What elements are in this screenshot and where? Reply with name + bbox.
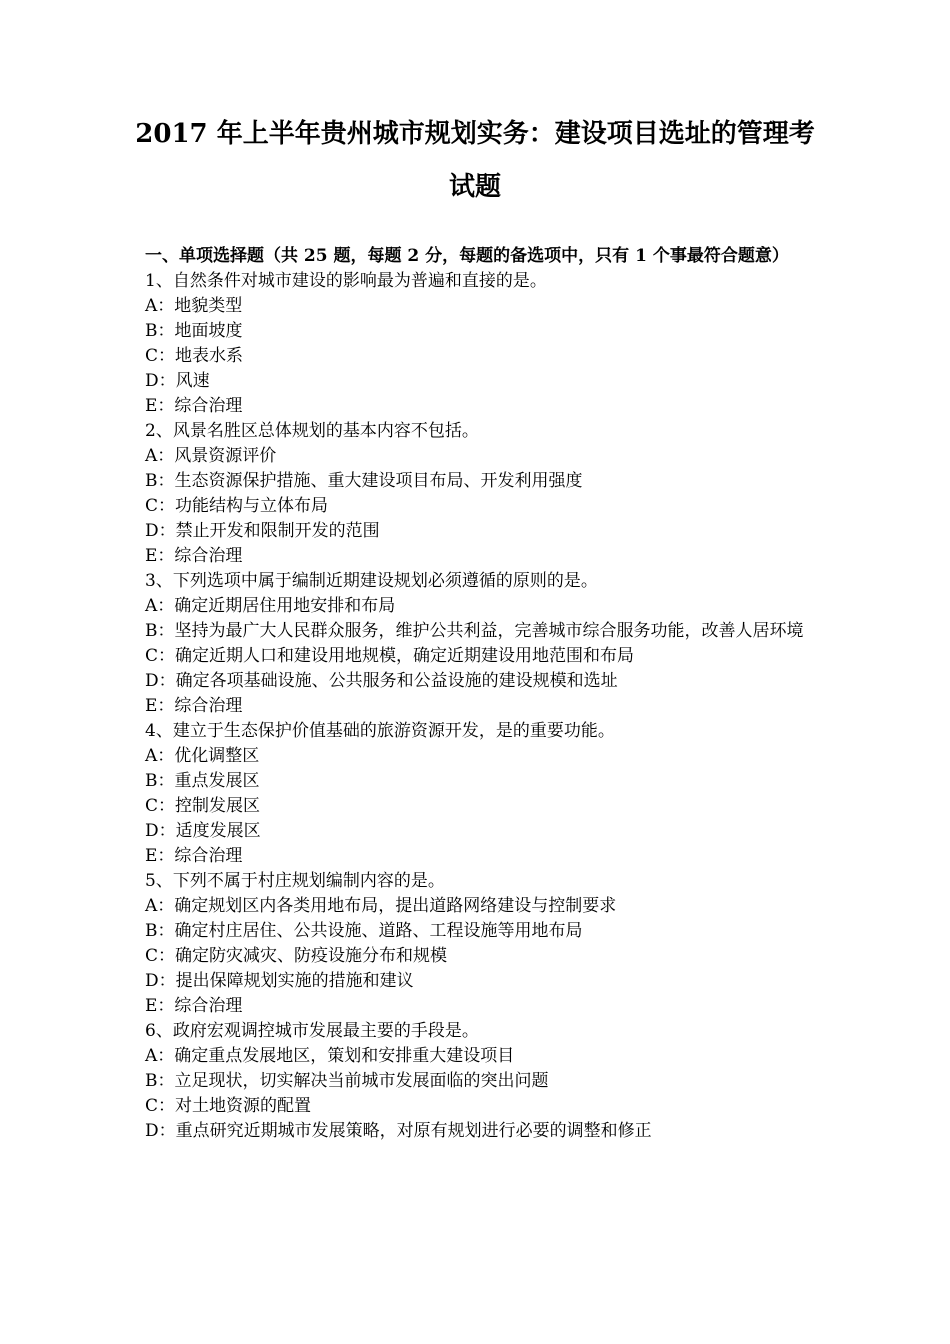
option-d: D：重点研究近期城市发展策略，对原有规划进行必要的调整和修正 [145, 1121, 652, 1141]
option-d: D：确定各项基础设施、公共服务和公益设施的建设规模和选址 [145, 671, 618, 691]
option-a: A：确定规划区内各类用地布局，提出道路网络建设与控制要求 [145, 896, 617, 916]
option-c: C：控制发展区 [145, 796, 261, 816]
question-4 [145, 719, 813, 869]
option-e: E：综合治理 [145, 696, 243, 716]
option-b: B：确定村庄居住、公共设施、道路、工程设施等用地布局 [145, 921, 583, 941]
option-b: B：立足现状，切实解决当前城市发展面临的突出问题 [145, 1071, 549, 1091]
question-text: 6、政府宏观调控城市发展最主要的手段是。 [145, 1021, 479, 1041]
option-b: B：坚持为最广大人民群众服务，维护公共利益，完善城市综合服务功能，改善人居环境 [145, 621, 804, 641]
document-body [145, 244, 813, 1144]
option-e: E：综合治理 [145, 996, 243, 1016]
option-a: A：风景资源评价 [145, 446, 277, 466]
option-c: C：对土地资源的配置 [145, 1096, 312, 1116]
option-d: D：风速 [145, 371, 210, 391]
question-text: 1、自然条件对城市建设的影响最为普遍和直接的是。 [145, 271, 547, 291]
option-b: B：重点发展区 [145, 771, 260, 791]
document-title-line-2: 试题 [448, 172, 501, 202]
option-d: D：提出保障规划实施的措施和建议 [145, 971, 414, 991]
option-e: E：综合治理 [145, 396, 243, 416]
option-c: C：确定防灾减灾、防疫设施分布和规模 [145, 946, 448, 966]
question-6 [145, 1019, 813, 1144]
question-1 [145, 269, 813, 419]
option-a: A：确定近期居住用地安排和布局 [145, 596, 396, 616]
question-5 [145, 869, 813, 1019]
option-a: A：优化调整区 [145, 746, 260, 766]
option-e: E：综合治理 [145, 846, 243, 866]
option-c: C：地表水系 [145, 346, 244, 366]
question-text: 3、下列选项中属于编制近期建设规划必须遵循的原则的是。 [145, 571, 598, 591]
option-e: E：综合治理 [145, 546, 243, 566]
question-text: 5、下列不属于村庄规划编制内容的是。 [145, 871, 445, 891]
option-c: C：确定近期人口和建设用地规模，确定近期建设用地范围和布局 [145, 646, 635, 666]
question-3 [145, 569, 813, 719]
option-d: D：禁止开发和限制开发的范围 [145, 521, 380, 541]
option-a: A：地貌类型 [145, 296, 243, 316]
question-text: 4、建立于生态保护价值基础的旅游资源开发，是的重要功能。 [145, 721, 615, 741]
option-a: A：确定重点发展地区，策划和安排重大建设项目 [145, 1046, 515, 1066]
option-b: B：地面坡度 [145, 321, 243, 341]
section-heading: 一、单项选择题（共 25 题，每题 2 分，每题的备选项中，只有 1 个事最符合题意） [145, 246, 789, 266]
option-d: D：适度发展区 [145, 821, 261, 841]
question-2 [145, 419, 813, 569]
question-text: 2、风景名胜区总体规划的基本内容不包括。 [145, 421, 479, 441]
document-title-line-1: 2017 年上半年贵州城市规划实务：建设项目选址的管理考 [135, 119, 815, 149]
option-c: C：功能结构与立体布局 [145, 496, 329, 516]
option-b: B：生态资源保护措施、重大建设项目布局、开发利用强度 [145, 471, 583, 491]
